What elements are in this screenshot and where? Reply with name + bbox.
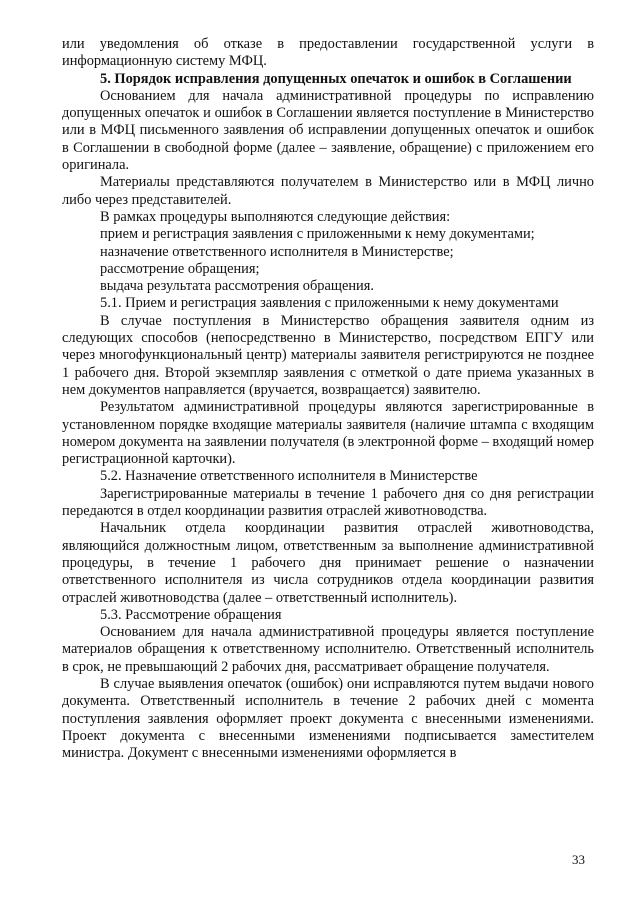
paragraph: 5.2. Назначение ответственного исполнителя в Министерстве	[100, 468, 478, 485]
paragraph: рассмотрение обращения;	[100, 260, 260, 277]
paragraph: 5.1. Прием и регистрация заявления с приложенными к нему документами	[100, 295, 559, 312]
document-page	[62, 36, 594, 762]
page-number: 33	[572, 852, 585, 867]
paragraph: В случае поступления в Министерство обращения заявителя одним из следующих способов (непосредственно в Министерство, посредством ЕПГУ или через многофункциональный центр) материалы заявителя регистрируются не позднее 1 рабочего дня. Второй экземпляр заявления с отметкой о дате приема указанных в нем документов направляется (вручается, возвращается) заявителю.	[62, 312, 594, 398]
paragraph: Результатом административной процедуры являются зарегистрированные в установленном порядке входящие материалы заявителя (наличие штампа с входящим номером документа на заявлении получателя (в электронной форме – входящий номер регистрационной карточки).	[62, 399, 594, 468]
paragraph: или уведомления об отказе в предоставлении государственной услуги в информационную систему МФЦ.	[62, 36, 594, 70]
paragraph: В случае выявления опечаток (ошибок) они исправляются путем выдачи нового документа. Ответственный исполнитель в течение 2 рабочих дней с момента поступления заявления оформляет проект документа с внесенными изменениями. Проект документа с внесенными изменениями подписывается заместителем министра. Документ с внесенными изменениями оформляется в	[62, 675, 594, 762]
paragraph: Начальник отдела координации развития отраслей животноводства, являющийся должностным лицом, ответственным за выполнение административной процедуры, в течение 1 рабочего дня принимает решение о назначении ответственного исполнителя из числа сотрудников отдела координации развития отраслей животноводства (далее – ответственный исполнитель).	[62, 520, 594, 606]
paragraph: Основанием для начала административной процедуры по исправлению допущенных опечаток и ошибок в Соглашении является поступление в Министерство или в МФЦ письменного заявления об исправлении допущенных опечаток и ошибок в Соглашении в свободной форме (далее – заявление, обращение) с приложением его оригинала.	[62, 87, 594, 174]
paragraph: Основанием для начала административной процедуры является поступление материалов обращения к ответственному исполнителю. Ответственный исполнитель в срок, не превышающий 2 рабочих дня, рассматривает обращение получателя.	[62, 624, 594, 675]
paragraph: назначение ответственного исполнителя в Министерстве;	[100, 243, 454, 260]
paragraph: В рамках процедуры выполняются следующие действия:	[100, 208, 451, 225]
paragraph: прием и регистрация заявления с приложенными к нему документами;	[100, 226, 535, 243]
paragraph: выдача результата рассмотрения обращения.	[100, 278, 374, 295]
paragraph: Зарегистрированные материалы в течение 1 рабочего дня со дня регистрации передаются в отдел координации развития отраслей животноводства.	[62, 485, 594, 520]
paragraph: Материалы представляются получателем в Министерство или в МФЦ лично либо через представителей.	[62, 174, 594, 208]
section-heading: 5. Порядок исправления допущенных опечаток и ошибок в Соглашении	[100, 70, 572, 87]
paragraph: 5.3. Рассмотрение обращения	[100, 606, 282, 623]
